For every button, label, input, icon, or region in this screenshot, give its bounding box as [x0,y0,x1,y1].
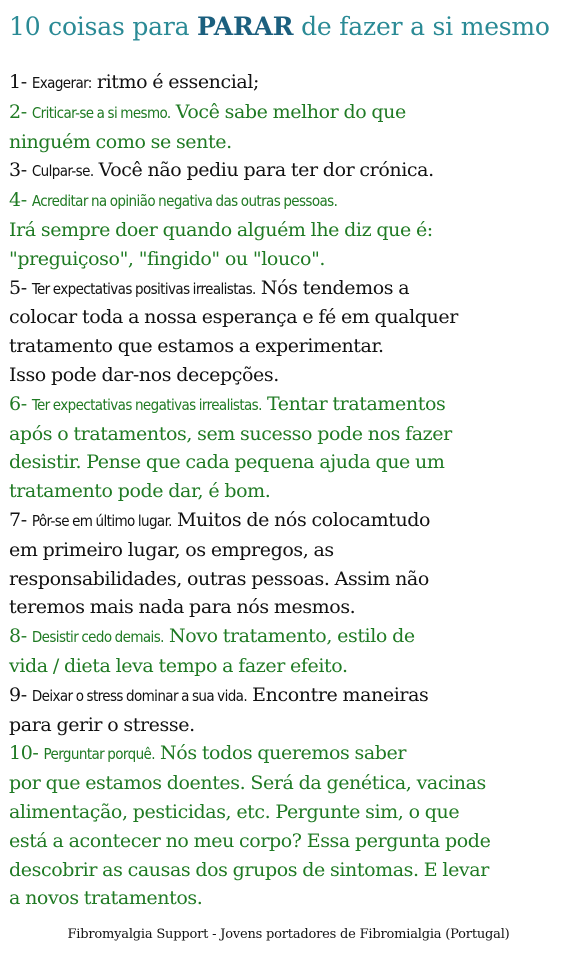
item-text-line: teremos mais nada para nós mesmos. [9,596,356,619]
item-text-line: alimentação, pesticidas, etc. Pergunte sim, o que [9,800,460,823]
item-text-line: Encontre maneiras [247,683,429,706]
item-text-line: tratamento pode dar, é bom. [9,480,271,503]
item-text-line: Isso pode dar-nos decepções. [9,363,279,386]
item-heading: Criticar-se a si mesmo. [31,103,171,122]
footer-credit: Fibromyalgia Support - Jovens portadores de Fibromialgia (Portugal) [67,927,510,942]
item-text-line: ninguém como se sente. [9,130,232,153]
title-emphasis: PARAR [197,12,294,41]
list-item [9,681,571,740]
item-list [9,68,571,913]
item-text-line: Você não pediu para ter dor crónica. [93,159,434,182]
list-item [9,622,571,681]
item-text-line: Você sabe melhor do que [170,100,406,123]
item-heading: Acreditar na opinião negativa das outras pessoas. [31,192,338,211]
item-text-line: ritmo é essencial; [91,71,260,93]
title-after: de fazer a si mesmo [293,12,550,41]
item-text-line: descobrir as causas dos grupos de sintomas. E levar [9,858,489,881]
item-text-line: "preguiçoso", "fingido" ou "louco". [9,247,326,270]
item-text-line: em primeiro lugar, os empregos, as [9,538,334,561]
item-number: 6- [9,392,32,415]
list-item [9,390,571,506]
item-text-line: Tentar tratamentos [261,392,446,415]
item-text-line: por que estamos doentes. Será da genética, vacinas [9,772,486,795]
item-heading: Deixar o stress dominar a sua vida. [31,686,248,705]
item-text-line: tratamento que estamos a experimentar. [9,335,384,358]
item-text-line: responsabilidades, outras pessoas. Assim não [9,567,429,590]
list-item [9,68,571,98]
item-number: 2- [9,100,32,123]
list-item [9,739,571,913]
list-item [9,186,571,273]
item-text-line: está a acontecer no meu corpo? Essa pergunta pode [9,829,491,852]
item-text-line: Nós todos queremos saber [154,742,407,765]
item-heading: Exagerar: [31,74,92,92]
list-item [9,274,571,390]
list-item [9,98,571,157]
list-item [9,506,571,622]
item-text-line: Muitos de nós colocamtudo [171,508,431,531]
item-text-line: Novo tratamento, estilo de [163,625,415,648]
item-heading: Pôr-se em último lugar. [31,511,172,530]
item-text-line: colocar toda a nossa esperança e fé em qualquer [9,306,458,329]
item-number: 4- [9,189,32,212]
item-number: 1- [9,71,32,93]
item-heading: Ter expectativas positivas irrealistas. [31,279,256,298]
item-number: 8- [9,625,32,648]
item-text-line: para gerir o stresse. [9,713,195,736]
item-text-line: após o tratamentos, sem sucesso pode nos fazer [9,422,452,445]
item-text-line: desistir. Pense que cada pequena ajuda que um [9,451,445,474]
item-number: 9- [9,683,32,706]
item-number: 3- [9,159,32,182]
item-heading: Culpar-se. [31,162,94,181]
item-number: 10- [9,742,44,765]
item-text-line: vida / dieta leva tempo a fazer efeito. [9,654,348,677]
item-heading: Perguntar porquê. [43,745,155,764]
item-number: 5- [9,276,32,299]
item-text-line: a novos tratamentos. [9,887,203,910]
item-text-line: Irá sempre doer quando alguém lhe diz que é: [9,218,433,241]
page-title [9,8,574,46]
title-before: 10 coisas para [9,12,198,41]
item-text-line: Nós tendemos a [255,276,410,299]
item-number: 7- [9,508,32,531]
item-heading: Desistir cedo demais. [31,628,164,647]
item-heading: Ter expectativas negativas irrealistas. [31,395,262,414]
list-item [9,156,571,186]
